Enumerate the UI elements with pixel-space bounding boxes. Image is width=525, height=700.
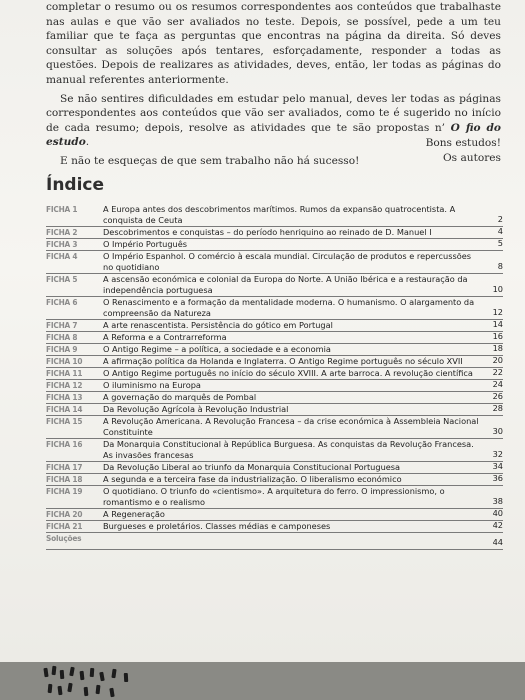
index-title-text: A Europa antes dos descobrimentos marítimos. Rumos da expansão quatrocentista. A conquista de Ceuta	[103, 204, 456, 225]
index-row	[46, 533, 503, 550]
index-row	[46, 474, 503, 486]
index-code: FICHA 6	[46, 297, 78, 307]
index-code: FICHA 18	[46, 474, 83, 484]
index-code: FICHA 3	[46, 239, 78, 249]
index-row	[46, 356, 503, 368]
signoff	[426, 136, 501, 165]
index-row	[46, 416, 503, 439]
index-title-text: O Império Espanhol. O comércio à escala mundial. Circulação de produtos e repercussões no quotidiano	[103, 251, 472, 272]
index-code: FICHA 7	[46, 320, 78, 330]
index-code: FICHA 9	[46, 344, 78, 354]
index-title-text: Burgueses e proletários. Classes médias e camponeses	[103, 521, 331, 531]
index-row	[46, 368, 503, 380]
index-row	[46, 509, 503, 521]
index-page-number: 40	[492, 508, 503, 518]
index-page-number: 34	[492, 461, 503, 471]
index-row	[46, 380, 503, 392]
index-page-number: 20	[492, 355, 503, 365]
index-title-text: A ascensão económica e colonial da Europa do Norte. A União Ibérica e a restauração da independência portuguesa	[103, 274, 468, 295]
index-row	[46, 204, 503, 227]
index-row	[46, 344, 503, 356]
index-code: FICHA 11	[46, 368, 83, 378]
index-page-number: 26	[492, 391, 503, 401]
intro-paragraph-3: E não te esqueças de que sem trabalho não há sucesso!	[60, 154, 360, 167]
index-title-text: Da Revolução Agrícola à Revolução Industrial	[103, 404, 289, 414]
intro-paragraph-2-text: Se não sentires dificuldades em estudar pelo manual, deves ler todas as páginas correspondentes aos conteúdos que vão ser avaliados, como te é sugerido no início de cada resumo; depois, resolve as atividades que te são propostas n’	[46, 92, 501, 134]
index-code: FICHA 5	[46, 274, 78, 284]
index-page-number: 38	[492, 496, 503, 506]
index-page-number: 22	[492, 367, 503, 377]
index-title-text: O Antigo Regime – a política, a sociedade e a economia	[103, 344, 331, 354]
index-row	[46, 486, 503, 509]
index-page-number: 24	[492, 379, 503, 389]
index-row	[46, 404, 503, 416]
index-row	[46, 521, 503, 533]
index-row	[46, 274, 503, 297]
index-row	[46, 320, 503, 332]
index-row	[46, 239, 503, 251]
index-code: FICHA 8	[46, 332, 78, 342]
index-table	[46, 204, 503, 550]
index-code: FICHA 14	[46, 404, 83, 414]
index-row	[46, 297, 503, 320]
intro-paragraph-2-end: .	[85, 136, 90, 149]
index-code: FICHA 19	[46, 486, 83, 496]
index-title: Índice	[46, 175, 105, 195]
index-page-number: 5	[497, 238, 503, 248]
index-title-text: A afirmação política da Holanda e Inglaterra. O Antigo Regime português no século XVII	[103, 356, 463, 366]
index-code: FICHA 1	[46, 204, 78, 214]
signoff-greeting: Bons estudos!	[425, 137, 501, 149]
index-code: FICHA 4	[46, 251, 78, 261]
index-page-number: 4	[497, 226, 503, 236]
index-code: FICHA 16	[46, 439, 83, 449]
index-code: FICHA 12	[46, 380, 83, 390]
index-page-number: 28	[492, 403, 503, 413]
index-code: FICHA 10	[46, 356, 83, 366]
index-page-number: 2	[497, 214, 503, 224]
index-code: FICHA 13	[46, 392, 83, 402]
index-row	[46, 462, 503, 474]
index-page-number: 12	[492, 307, 503, 317]
index-code: FICHA 21	[46, 521, 83, 531]
index-title-text: O Império Português	[103, 239, 188, 249]
index-title-text: A arte renascentista. Persistência do gótico em Portugal	[103, 320, 333, 330]
index-title-text: A Revolução Americana. A Revolução Francesa – da crise económica à Assembleia Nacional Constituinte	[103, 416, 479, 437]
index-title-text: O quotidiano. O triunfo do «cientismo». A arquitetura do ferro. O impressionismo, o romantismo e o realismo	[103, 486, 445, 507]
index-page-number: 36	[492, 473, 503, 483]
index-row	[46, 251, 503, 274]
index-title-text: A Regeneração	[103, 509, 165, 519]
index-row	[46, 439, 503, 462]
index-page-number: 30	[492, 426, 503, 436]
index-page-number: 42	[492, 520, 503, 530]
index-code: Soluções	[46, 533, 82, 543]
index-page-number: 18	[492, 343, 503, 353]
index-title-text: O Antigo Regime português no início do século XVIII. A arte barroca. A revolução científica	[103, 368, 473, 378]
index-title-text: O Renascimento e a formação da mentalidade moderna. O humanismo. O alargamento da compreensão da Natureza	[103, 297, 475, 318]
index-title-text: Da Monarquia Constitucional à República Burguesa. As conquistas da Revolução Francesa. As invasões francesas	[103, 439, 474, 460]
index-title-text: A segunda e a terceira fase da industrialização. O liberalismo económico	[103, 474, 402, 484]
signoff-authors: Os autores	[442, 151, 501, 164]
index-title-text: A Reforma e a Contrarreforma	[103, 332, 227, 342]
index-page-number: 14	[492, 319, 503, 329]
index-code: FICHA 15	[46, 416, 83, 426]
index-code: FICHA 20	[46, 509, 83, 519]
index-page-number: 8	[497, 261, 503, 271]
index-row	[46, 227, 503, 239]
index-code: FICHA 2	[46, 227, 78, 237]
index-page-number: 44	[492, 537, 503, 547]
index-title-text: Descobrimentos e conquistas – do período henriquino ao reinado de D. Manuel I	[103, 227, 432, 237]
index-row	[46, 332, 503, 344]
index-title-text: Da Revolução Liberal ao triunfo da Monarquia Constitucional Portuguesa	[103, 462, 401, 472]
index-page-number: 10	[492, 284, 503, 294]
index-code: FICHA 17	[46, 462, 83, 472]
index-title-text: O iluminismo na Europa	[103, 380, 201, 390]
index-page-number: 16	[492, 331, 503, 341]
index-title-text: A governação do marquês de Pombal	[103, 392, 257, 402]
index-row	[46, 392, 503, 404]
tally-marks	[40, 662, 160, 700]
index-page-number: 32	[492, 449, 503, 459]
intro-paragraph-1: completar o resumo ou os resumos correspondentes aos conteúdos que trabalhaste nas aulas e que vão ser avaliados no teste. Depois, se possível, pede a um teu familiar que te faça as perguntas que encontras na página da direita. Só deves consultar as soluções após tentares, esforçadamente, responder a todas as questões. Depois de realizares as atividades, deves, então, ler todas as páginas do manual referentes anteriormente.	[46, 1, 501, 86]
intro-book-title: O fio do estudo	[46, 121, 501, 149]
